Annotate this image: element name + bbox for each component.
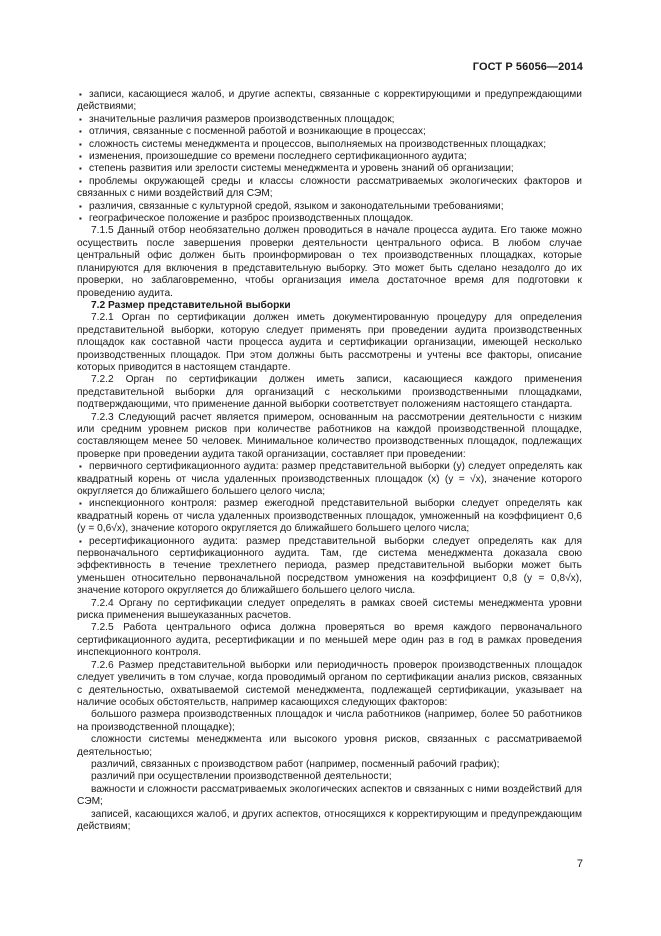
bullet-item: ▪ значительные различия размеров производственных площадок; <box>77 114 582 126</box>
bullet-item: ▪ степень развития или зрелости системы менеджмента и уровень знаний об организации; <box>77 163 582 175</box>
bullet-item: ▪ проблемы окружающей среды и классы сложности рассматриваемых экологических факторов и связанных с ними воздействий для СЭМ; <box>77 176 582 201</box>
bullet-item: ▪ записи, касающиеся жалоб, и другие аспекты, связанные с корректирующими и предупреждающими действиями; <box>77 89 582 114</box>
paragraph-7-2-5: 7.2.5 Работа центрального офиса должна проверяться во время каждого первоначального сертификационного аудита, ресертификации и по меньшей мере один раз в год в рамках проведения инспекционного контроля. <box>77 622 582 659</box>
list-item: записей, касающихся жалоб, и других аспектов, относящихся к корректирующим и предупреждающим действиям; <box>77 808 582 832</box>
bullet-item: ▪ географическое положение и разброс производственных площадок. <box>77 213 582 225</box>
list-item: сложности системы менеджмента или высокого уровня рисков, связанных с рассматриваемой деятельностью; <box>77 734 582 758</box>
document-body <box>77 89 582 833</box>
document-code-header: ГОСТ Р 56056—2014 <box>472 61 583 73</box>
bullet-item: ▪ первичного сертификационного аудита: размер представительной выборки (y) следует определять как квадратный корень от числа удаленных производственных площадок (x) (y = √x), значение которого округляется до ближайшего большего целого числа; <box>77 461 582 498</box>
bullet-item: ▪ изменения, произошедшие со времени последнего сертификационного аудита; <box>77 151 582 163</box>
paragraph-7-2-1: 7.2.1 Орган по сертификации должен иметь документированную процедуру для определения представительной выборки, которую следует применять при проведении аудита производственных площадок как составной части процесса аудита и сертификации организации, имеющей несколько производственных площадок. При этом должны быть рассмотрены и учтены все факторы, описание которых приводится в настоящем стандарте. <box>77 312 582 373</box>
bullet-item: ▪ сложность системы менеджмента и процессов, выполняемых на производственных площадках; <box>77 139 582 151</box>
paragraph-7-2-2: 7.2.2 Орган по сертификации должен иметь записи, касающиеся каждого применения представительной выборки для организаций с несколькими производственными площадками, подтверждающими, что применение данной выборки соответствует положениям настоящего стандарта. <box>77 374 582 411</box>
list-item: большого размера производственных площадок и числа работников (например, более 50 работников на производственной площадке); <box>77 709 582 733</box>
bullet-item: ▪ отличия, связанные с посменной работой и возникающие в процессах; <box>77 126 582 138</box>
bullet-item: ▪ ресертификационного аудита: размер представительной выборки следует определять как для первоначального сертификационного аудита. Там, где система менеджмента доказала свою эффективность в течение трехлетнего периода, размер представительной выборки может быть уменьшен относительно первоначальной посредством умножения на коэффициент 0,8 (y = 0,8√x), значение которого округляется до ближайшего большего целого числа. <box>77 536 582 598</box>
paragraph-7-2-3: 7.2.3 Следующий расчет является примером, основанным на рассмотрении деятельности с низким или средним уровнем рисков при количестве работников на каждой производственной площадке, составляющем менее 50 человек. Минимальное количество производственных площадок, подлежащих проверке при проведении аудита такой организации, составляет при проведении: <box>77 411 582 460</box>
paragraph-7-2-6: 7.2.6 Размер представительной выборки или периодичность проверок производственных площадок следует увеличить в том случае, когда проводимый органом по сертификации анализ рисков, связанных с деятельностью, охватываемой системой менеджмента, подлежащей сертификации, указывает на наличие особых обстоятельств, например касающихся следующих факторов: <box>77 659 582 708</box>
list-item: различий, связанных с производством работ (например, посменный рабочий график); <box>91 758 500 770</box>
section-heading-7-2: 7.2 Размер представительной выборки <box>91 299 291 311</box>
list-item: различий при осуществлении производственной деятельности; <box>91 771 392 783</box>
bullet-item: ▪ инспекционного контроля: размер ежегодной представительной выборки следует определять как квадратный корень от числа удаленных производственных площадок, умноженный на коэффициент 0,6 (y = 0,6√x), значение которого округляется до ближайшего большего целого числа; <box>77 498 582 535</box>
bullet-item: ▪ различия, связанные с культурной средой, языком и законодательными требованиями; <box>77 201 582 213</box>
list-item: важности и сложности рассматриваемых экологических аспектов и связанных с ними воздействий для СЭМ; <box>77 783 582 808</box>
page-number: 7 <box>576 858 583 870</box>
paragraph-7-1-5: 7.1.5 Данный отбор необязательно должен проводиться в начале процесса аудита. Его также можно осуществить после завершения проверки деятельности центрального офиса. В любом случае центральный офис должен быть проинформирован о тех производственных площадках, которые планируются для включения в представительную выборку. Это может быть сделано незадолго до их проверки, но заблаговременно, чтобы организация имела достаточное время для подготовки к проведению аудита. <box>77 225 582 299</box>
paragraph-7-2-4: 7.2.4 Органу по сертификации следует определять в рамках своей системы менеджмента уровни риска применения вышеуказанных расчетов. <box>77 597 582 622</box>
